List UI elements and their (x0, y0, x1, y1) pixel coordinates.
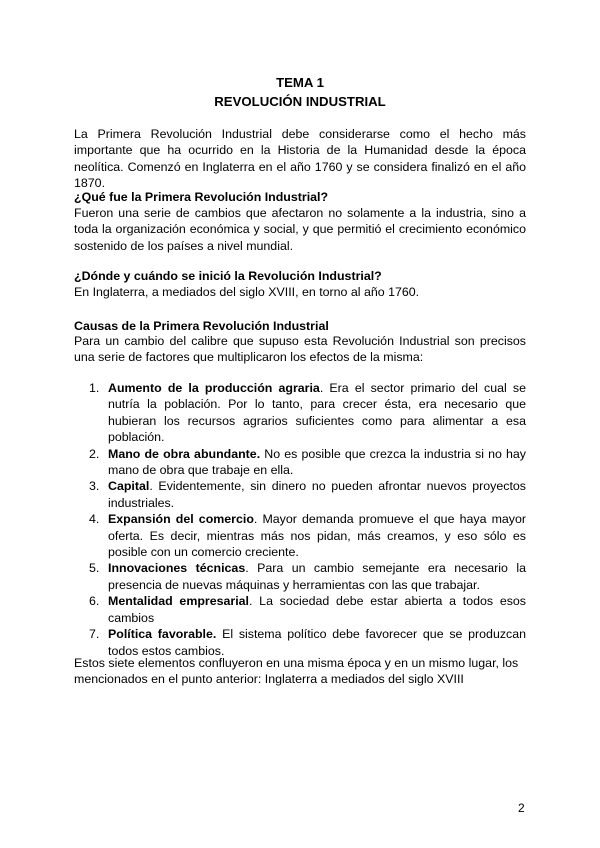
list-item-term: Innovaciones técnicas (108, 561, 246, 576)
list-item (74, 511, 526, 560)
document-title-line-2: REVOLUCIÓN INDUSTRIAL (214, 94, 386, 109)
list-item-text: . La sociedad debe estar abierta a todos esos cambios (108, 594, 526, 625)
list-item-term: Aumento de la producción agraria (108, 381, 320, 395)
document-title-line-1: TEMA 1 (276, 75, 324, 90)
section-heading-causas: Causas de la Primera Revolución Industrial (74, 319, 329, 333)
list-item-text: . Mayor demanda promueve el que haya mayor oferta. Es decir, mientras más nos pidan, más creamos, y eso sólo es posible con un comercio creciente. (108, 512, 527, 560)
list-item-term: Política favorable. (108, 627, 217, 642)
list-item-number: 5. (89, 561, 100, 576)
list-item (74, 478, 526, 511)
list-item (74, 626, 526, 659)
list-item-term: Mano de obra abundante. (108, 446, 261, 461)
list-item-text: No es posible que crezca la industria si no hay mano de obra que trabaje en ella. (108, 446, 526, 478)
list-item-text: . Para un cambio semejante era necesario la presencia de nuevas máquinas y herramientas con las que trabajar. (108, 561, 526, 592)
page-number: 2 (518, 801, 525, 815)
conclusion-paragraph: Estos siete elementos confluyeron en una misma época y en un mismo lugar, los mencionados en el punto anterior: Inglaterra a mediados del siglo XVIII (74, 656, 519, 687)
list-item (74, 380, 526, 446)
list-item-number: 1. (89, 381, 100, 395)
list-item (74, 560, 526, 593)
section-body-causas: Para un cambio del calibre que supuso esta Revolución Industrial son precisos una serie de factores que multiplicaron los efectos de la misma: (74, 334, 526, 365)
list-item-term: Expansión del comercio (108, 512, 254, 527)
section-body-que-fue: Fueron una serie de cambios que afectaron no solamente a la industria, sino a toda la organización económica y social, y que permitió el crecimiento económico sostenido de los países a nivel mundial. (74, 206, 526, 253)
list-item-text: . Era el sector primario del cual se nutría la población. Por lo tanto, para crecer ésta, era necesario que hubieran los recursos agrarios suficientes como para alimentar a esa población. (108, 381, 527, 445)
section-heading-donde-cuando: ¿Dónde y cuándo se inició la Revolución Industrial? (74, 269, 382, 283)
list-item-number: 6. (89, 594, 100, 609)
list-item-text: El sistema político debe favorecer que se produzcan todos estos cambios. (108, 627, 527, 658)
list-item-number: 2. (89, 446, 100, 461)
section-body-donde-cuando: En Inglaterra, a mediados del siglo XVIII, en torno al año 1760. (74, 285, 420, 299)
list-item-text: . Evidentemente, sin dinero no pueden afrontar nuevos proyectos industriales. (108, 479, 526, 510)
intro-paragraph: La Primera Revolución Industrial debe considerarse como el hecho más importante que ha ocurrido en la Historia de la Humanidad desde la época neolítica. Comenzó en Inglaterra en el año 1760 y se considera finalizó en el año 1870. (74, 127, 526, 191)
list-item-number: 3. (89, 479, 100, 494)
list-item (74, 593, 526, 626)
list-item-number: 7. (89, 627, 100, 642)
causes-list (74, 380, 526, 659)
section-heading-que-fue: ¿Qué fue la Primera Revolución Industrial? (74, 190, 329, 204)
list-item-term: Mentalidad empresarial (108, 594, 250, 609)
list-item (74, 446, 526, 479)
list-item-term: Capital (108, 479, 150, 494)
list-item-number: 4. (89, 512, 100, 527)
